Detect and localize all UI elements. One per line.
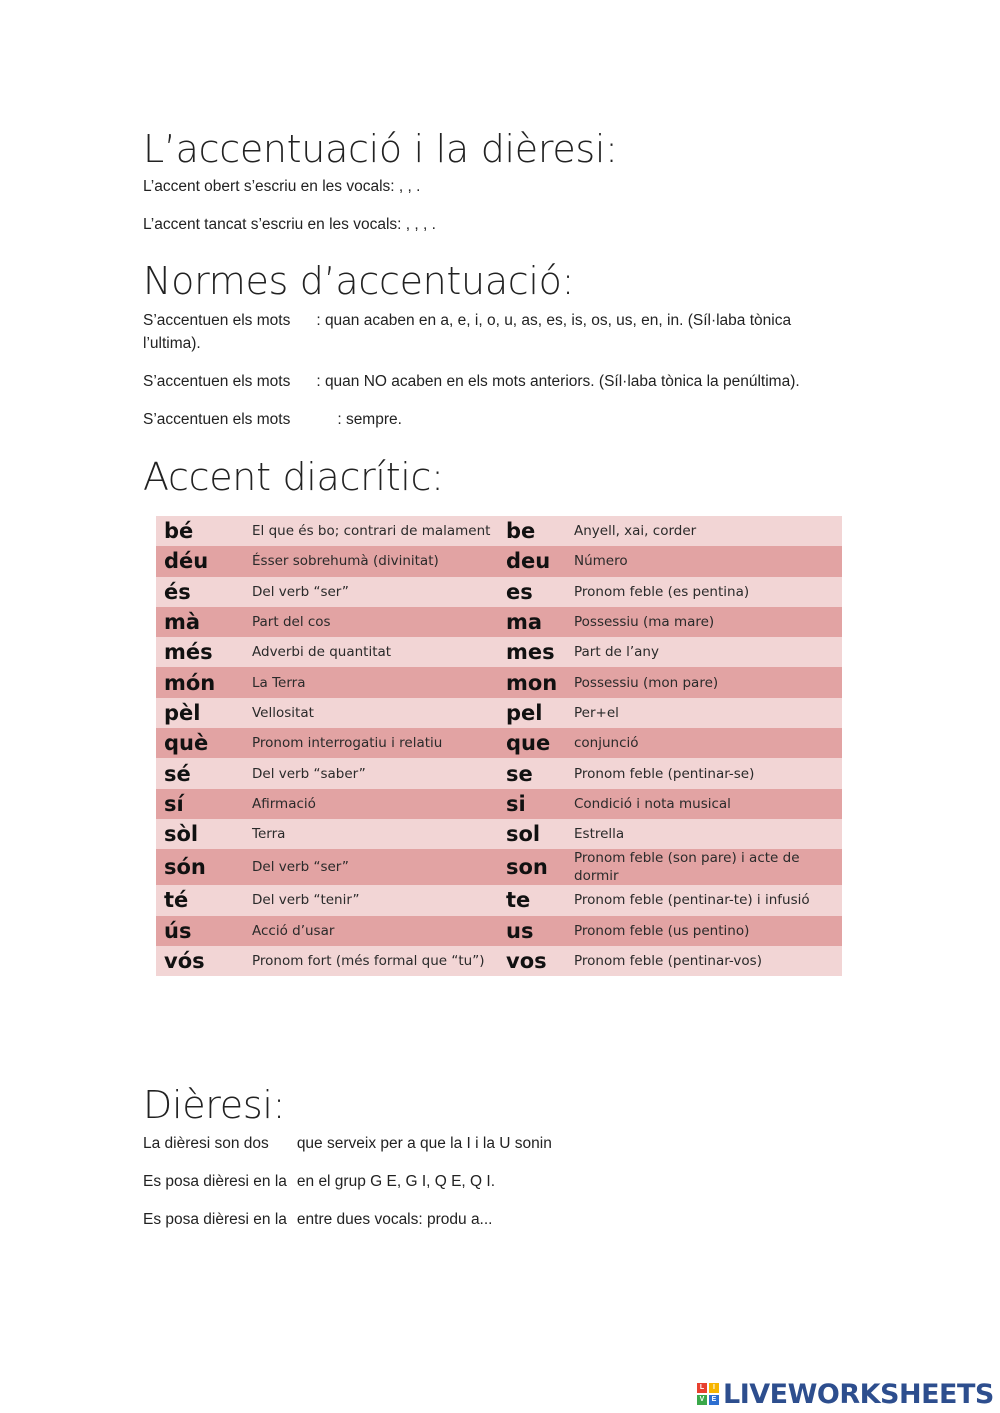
rule-planes-text: : quan NO acaben en els mots anteriors. (Síl·laba tònica la penúltima). — [316, 373, 800, 390]
closed-accent-line: L’accent tancat s’escriu en les vocals: , , , . — [143, 216, 436, 233]
unaccented-definition-cell — [574, 577, 842, 607]
unaccented-word: te — [506, 888, 531, 913]
open-accent-line: L’accent obert s’escriu en les vocals: , , . — [143, 178, 421, 195]
accented-definition-cell — [252, 728, 506, 758]
accented-definition: Adverbi de quantitat — [252, 644, 392, 661]
unaccented-definition: Possessiu (mon pare) — [574, 674, 719, 691]
accented-word-cell — [156, 667, 252, 697]
unaccented-word: mes — [506, 640, 555, 665]
accented-definition: Del verb “ser” — [252, 583, 349, 600]
accented-definition: Afirmació — [252, 795, 316, 812]
unaccented-definition: Per+el — [574, 704, 619, 721]
rule-planes — [143, 371, 800, 393]
table-row — [156, 916, 842, 946]
table-row — [156, 698, 842, 728]
dieresi-line-2-prefix: Es posa dièresi en la — [143, 1173, 287, 1190]
accented-definition-cell — [252, 819, 506, 849]
unaccented-definition: Pronom feble (pentinar-se) — [574, 765, 755, 782]
unaccented-definition: Pronom feble (son pare) i acte de dormir — [574, 850, 800, 885]
unaccented-definition: Pronom feble (us pentino) — [574, 922, 750, 939]
unaccented-definition-cell — [574, 819, 842, 849]
table-row — [156, 546, 842, 576]
accented-word-cell — [156, 698, 252, 728]
rule-agudes — [143, 310, 791, 332]
unaccented-definition: Part de l’any — [574, 644, 659, 661]
unaccented-word: son — [506, 855, 548, 880]
unaccented-word: pel — [506, 700, 543, 725]
unaccented-word-cell — [506, 667, 574, 697]
unaccented-word-cell — [506, 516, 574, 546]
table-row — [156, 516, 842, 546]
rule-esdrixoles-text: : sempre. — [337, 411, 402, 428]
accented-definition: El que és bo; contrari de malament — [252, 523, 491, 540]
table-row — [156, 758, 842, 788]
accented-definition-cell — [252, 546, 506, 576]
accented-word-cell — [156, 546, 252, 576]
dieresi-line-1-prefix: La dièresi son dos — [143, 1135, 269, 1152]
unaccented-definition-cell — [574, 916, 842, 946]
dieresi-line-3-prefix: Es posa dièresi en la — [143, 1211, 287, 1228]
accented-definition: Del verb “tenir” — [252, 892, 360, 909]
accented-definition-cell — [252, 577, 506, 607]
accented-word-cell — [156, 946, 252, 976]
accented-word-cell — [156, 758, 252, 788]
accented-definition: Vellositat — [252, 704, 314, 721]
title-normes: Normes d’accentuació: — [143, 259, 575, 303]
accented-word: sòl — [164, 822, 199, 847]
unaccented-definition: Pronom feble (es pentina) — [574, 583, 750, 600]
unaccented-definition: conjunció — [574, 735, 639, 752]
accented-word-cell — [156, 728, 252, 758]
unaccented-word-cell — [506, 916, 574, 946]
accented-definition-cell — [252, 698, 506, 728]
unaccented-word: vos — [506, 949, 547, 973]
accented-definition-cell — [252, 667, 506, 697]
unaccented-word: se — [506, 761, 533, 786]
unaccented-definition-cell — [574, 789, 842, 819]
unaccented-word-cell — [506, 849, 574, 885]
unaccented-definition-cell — [574, 885, 842, 915]
dieresi-line-2 — [143, 1171, 495, 1193]
accented-word-cell — [156, 916, 252, 946]
unaccented-definition-cell — [574, 946, 842, 976]
dieresi-line-1-text: que serveix per a que la I i la U sonin — [296, 1135, 552, 1152]
unaccented-definition-cell — [574, 667, 842, 697]
accented-word-cell — [156, 607, 252, 637]
unaccented-word-cell — [506, 728, 574, 758]
table-row — [156, 607, 842, 637]
accented-word: pèl — [164, 700, 201, 725]
unaccented-definition: Possessiu (ma mare) — [574, 614, 715, 631]
unaccented-word: que — [506, 731, 551, 756]
rule-esdrixoles — [143, 409, 402, 431]
accented-word: bé — [164, 519, 194, 544]
accented-definition: Del verb “ser” — [252, 859, 349, 876]
unaccented-definition-cell — [574, 516, 842, 546]
diacritic-table — [156, 516, 842, 976]
accented-word: més — [164, 640, 213, 665]
unaccented-word: be — [506, 519, 536, 544]
accented-word-cell — [156, 577, 252, 607]
dieresi-line-3 — [143, 1209, 492, 1231]
unaccented-word-cell — [506, 546, 574, 576]
accented-word-cell — [156, 789, 252, 819]
unaccented-word-cell — [506, 946, 574, 976]
logo-mark-icon — [697, 1383, 719, 1405]
logo-mark-e: E — [709, 1395, 719, 1405]
unaccented-word: deu — [506, 549, 551, 574]
title-accentuacio: L’accentuació i la dièresi: — [143, 127, 618, 171]
logo-mark-l: L — [697, 1383, 707, 1393]
accented-word-cell — [156, 516, 252, 546]
accented-word: té — [164, 888, 189, 913]
table-row — [156, 849, 842, 885]
accented-word: vós — [164, 949, 205, 973]
unaccented-definition: Anyell, xai, corder — [574, 523, 697, 540]
dieresi-line-1 — [143, 1133, 552, 1155]
accented-definition-cell — [252, 637, 506, 667]
logo-mark-v: V — [697, 1395, 707, 1405]
accented-word: món — [164, 670, 216, 695]
unaccented-word-cell — [506, 819, 574, 849]
unaccented-word: es — [506, 579, 533, 604]
unaccented-word-cell — [506, 885, 574, 915]
accented-definition-cell — [252, 885, 506, 915]
rule-planes-prefix: S’accentuen els mots — [143, 373, 291, 390]
unaccented-word: sol — [506, 822, 541, 847]
table-row — [156, 946, 842, 976]
accented-definition: Ésser sobrehumà (divinitat) — [252, 553, 439, 570]
unaccented-definition: Condició i nota musical — [574, 795, 731, 812]
unaccented-word-cell — [506, 789, 574, 819]
accented-word: ús — [164, 918, 192, 943]
accented-word: mà — [164, 610, 201, 635]
unaccented-word: ma — [506, 610, 543, 635]
table-row — [156, 667, 842, 697]
unaccented-definition-cell — [574, 546, 842, 576]
table-row — [156, 577, 842, 607]
unaccented-definition-cell — [574, 698, 842, 728]
title-dieresi: Dièresi: — [143, 1083, 286, 1127]
unaccented-definition: Número — [574, 553, 628, 570]
accented-word: són — [164, 855, 206, 880]
unaccented-word-cell — [506, 637, 574, 667]
unaccented-word-cell — [506, 577, 574, 607]
accented-definition-cell — [252, 758, 506, 788]
unaccented-word-cell — [506, 758, 574, 788]
unaccented-word: mon — [506, 670, 558, 695]
accented-definition: Terra — [252, 826, 286, 843]
unaccented-word-cell — [506, 607, 574, 637]
accented-definition: Part del cos — [252, 614, 331, 631]
table-row — [156, 819, 842, 849]
accented-definition: Pronom interrogatiu i relatiu — [252, 735, 443, 752]
unaccented-word-cell — [506, 698, 574, 728]
logo-mark-i: I — [709, 1383, 719, 1393]
accented-definition-cell — [252, 849, 506, 885]
accented-definition: Pronom fort (més formal que “tu”) — [252, 953, 485, 969]
unaccented-definition: Pronom feble (pentinar-te) i infusió — [574, 892, 810, 909]
rule-agudes-prefix: S’accentuen els mots — [143, 312, 291, 329]
accented-definition-cell — [252, 946, 506, 976]
accented-word: déu — [164, 549, 209, 574]
accented-definition-cell — [252, 516, 506, 546]
unaccented-definition-cell — [574, 728, 842, 758]
table-row — [156, 789, 842, 819]
unaccented-definition-cell — [574, 637, 842, 667]
accented-word: sí — [164, 791, 184, 816]
accented-word: sé — [164, 761, 191, 786]
dieresi-line-2-text: en el grup G E, G I, Q E, Q I. — [296, 1173, 496, 1190]
liveworksheets-logo[interactable] — [697, 1378, 994, 1410]
dieresi-line-3-text: entre dues vocals: produ a... — [296, 1211, 493, 1228]
accented-definition: Acció d’usar — [252, 922, 335, 939]
accented-definition-cell — [252, 789, 506, 819]
accented-definition-cell — [252, 916, 506, 946]
accented-definition-cell — [252, 607, 506, 637]
unaccented-word: si — [506, 791, 526, 816]
unaccented-definition: Estrella — [574, 826, 625, 843]
table-row — [156, 885, 842, 915]
accented-word-cell — [156, 885, 252, 915]
unaccented-word: us — [506, 918, 534, 943]
accented-word-cell — [156, 849, 252, 885]
table-row — [156, 637, 842, 667]
logo-text: LIVEWORKSHEETS — [723, 1378, 994, 1410]
accented-definition: Del verb “saber” — [252, 765, 366, 782]
unaccented-definition-cell — [574, 849, 842, 885]
rule-agudes-text: : quan acaben en a, e, i, o, u, as, es, is, os, us, en, in. (Síl·laba tònica — [316, 312, 792, 329]
unaccented-definition-cell — [574, 607, 842, 637]
accented-word-cell — [156, 819, 252, 849]
accented-definition: La Terra — [252, 674, 306, 691]
rule-esdrixoles-prefix: S’accentuen els mots — [143, 411, 291, 428]
unaccented-definition-cell — [574, 758, 842, 788]
table-row — [156, 728, 842, 758]
accented-word-cell — [156, 637, 252, 667]
accented-word: és — [164, 579, 191, 604]
accented-word: què — [164, 731, 209, 756]
unaccented-definition: Pronom feble (pentinar-vos) — [574, 953, 762, 969]
rule-agudes-cont: l’ultima). — [143, 335, 201, 352]
title-diacritic: Accent diacrític: — [143, 455, 444, 499]
